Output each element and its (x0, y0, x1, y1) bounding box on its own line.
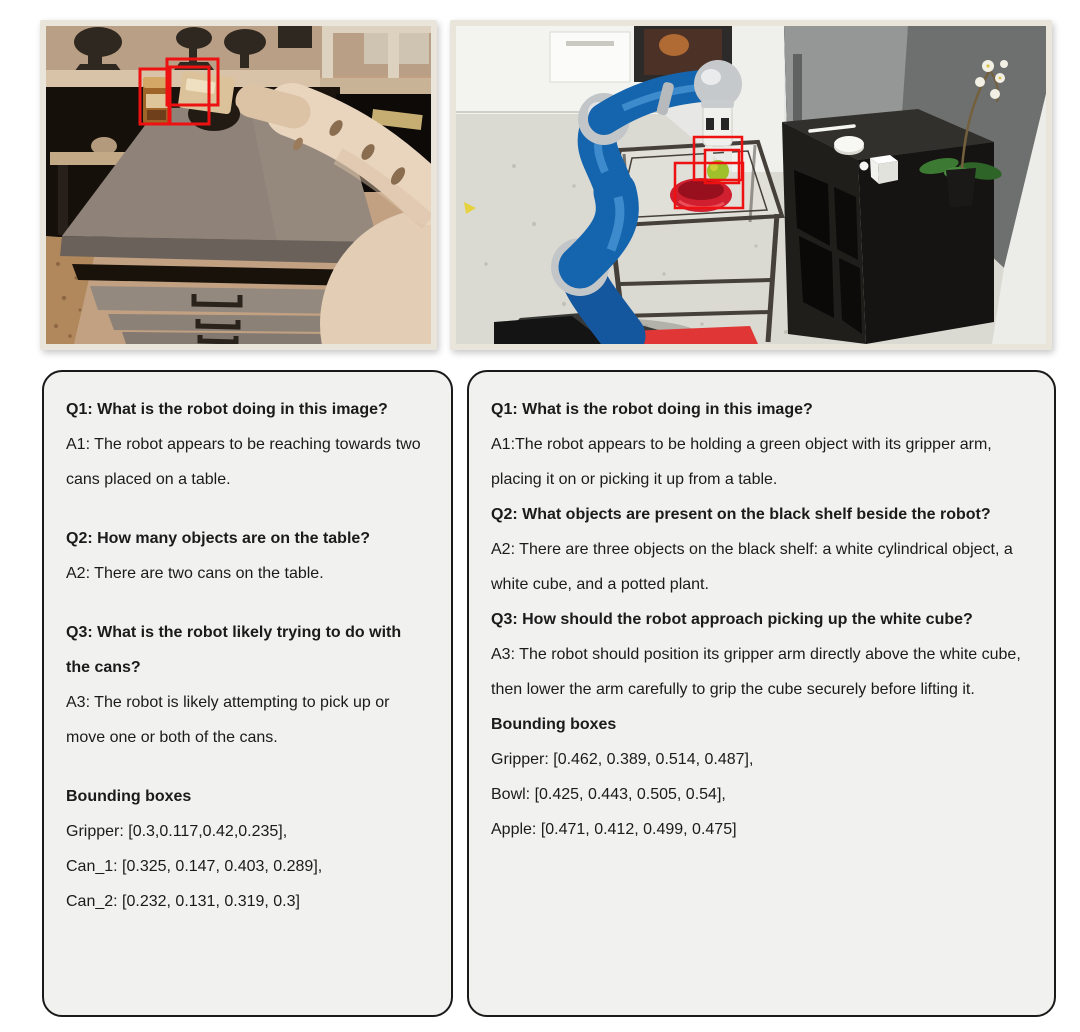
question-3: Q3: How should the robot approach picking up the white cube? (491, 611, 973, 628)
bounding-boxes-section (66, 779, 429, 919)
white-disc (834, 136, 864, 152)
black-shelf (782, 109, 994, 344)
qa-group-1 (491, 392, 1032, 497)
answer-1: A1: The robot appears to be reaching towards two cans placed on a table. (66, 436, 421, 488)
qa-group-3 (66, 615, 429, 755)
question-2: Q2: How many objects are on the table? (66, 530, 371, 547)
question-1: Q1: What is the robot doing in this image? (66, 401, 388, 418)
bbox-line-can2: Can_2: [0.232, 0.131, 0.319, 0.3] (66, 893, 300, 910)
qa-group-1 (66, 392, 429, 497)
bounding-boxes-section (491, 707, 1032, 847)
question-1: Q1: What is the robot doing in this image? (491, 401, 813, 418)
bounding-boxes-title: Bounding boxes (491, 716, 617, 733)
office-robot-photo (40, 20, 437, 350)
bounding-boxes-title: Bounding boxes (66, 788, 192, 805)
office-scene-drawing (46, 26, 431, 344)
answer-1: A1:The robot appears to be holding a green object with its gripper arm, placing it on or picking it up from a table. (491, 436, 992, 488)
bbox-line-apple: Apple: [0.471, 0.412, 0.499, 0.475] (491, 821, 737, 838)
bbox-line-can1: Can_1: [0.325, 0.147, 0.403, 0.289], (66, 858, 323, 875)
qa-group-2 (491, 497, 1032, 602)
question-2: Q2: What objects are present on the black shelf beside the robot? (491, 506, 991, 523)
white-ball (860, 162, 869, 171)
qa-group-3 (491, 602, 1032, 707)
answer-2: A2: There are three objects on the black shelf: a white cylindrical object, a white cube, and a potted plant. (491, 541, 1013, 593)
bbox-line-gripper: Gripper: [0.462, 0.389, 0.514, 0.487], (491, 751, 754, 768)
qa-group-2 (66, 521, 429, 591)
lab-robot-photo (450, 20, 1052, 350)
bbox-line-bowl: Bowl: [0.425, 0.443, 0.505, 0.54], (491, 786, 726, 803)
lab-scene-drawing (456, 26, 1046, 344)
answer-2: A2: There are two cans on the table. (66, 565, 324, 582)
qa-panel-right (467, 370, 1056, 1017)
qa-panel-left (42, 370, 453, 1017)
white-cube (870, 155, 898, 184)
answer-3: A3: The robot should position its gripper arm directly above the white cube, then lower the arm carefully to grip the cube securely before lifting it. (491, 646, 1021, 698)
answer-3: A3: The robot is likely attempting to pick up or move one or both of the cans. (66, 694, 390, 746)
bbox-line-gripper: Gripper: [0.3,0.117,0.42,0.235], (66, 823, 288, 840)
question-3: Q3: What is the robot likely trying to do with the cans? (66, 624, 402, 676)
